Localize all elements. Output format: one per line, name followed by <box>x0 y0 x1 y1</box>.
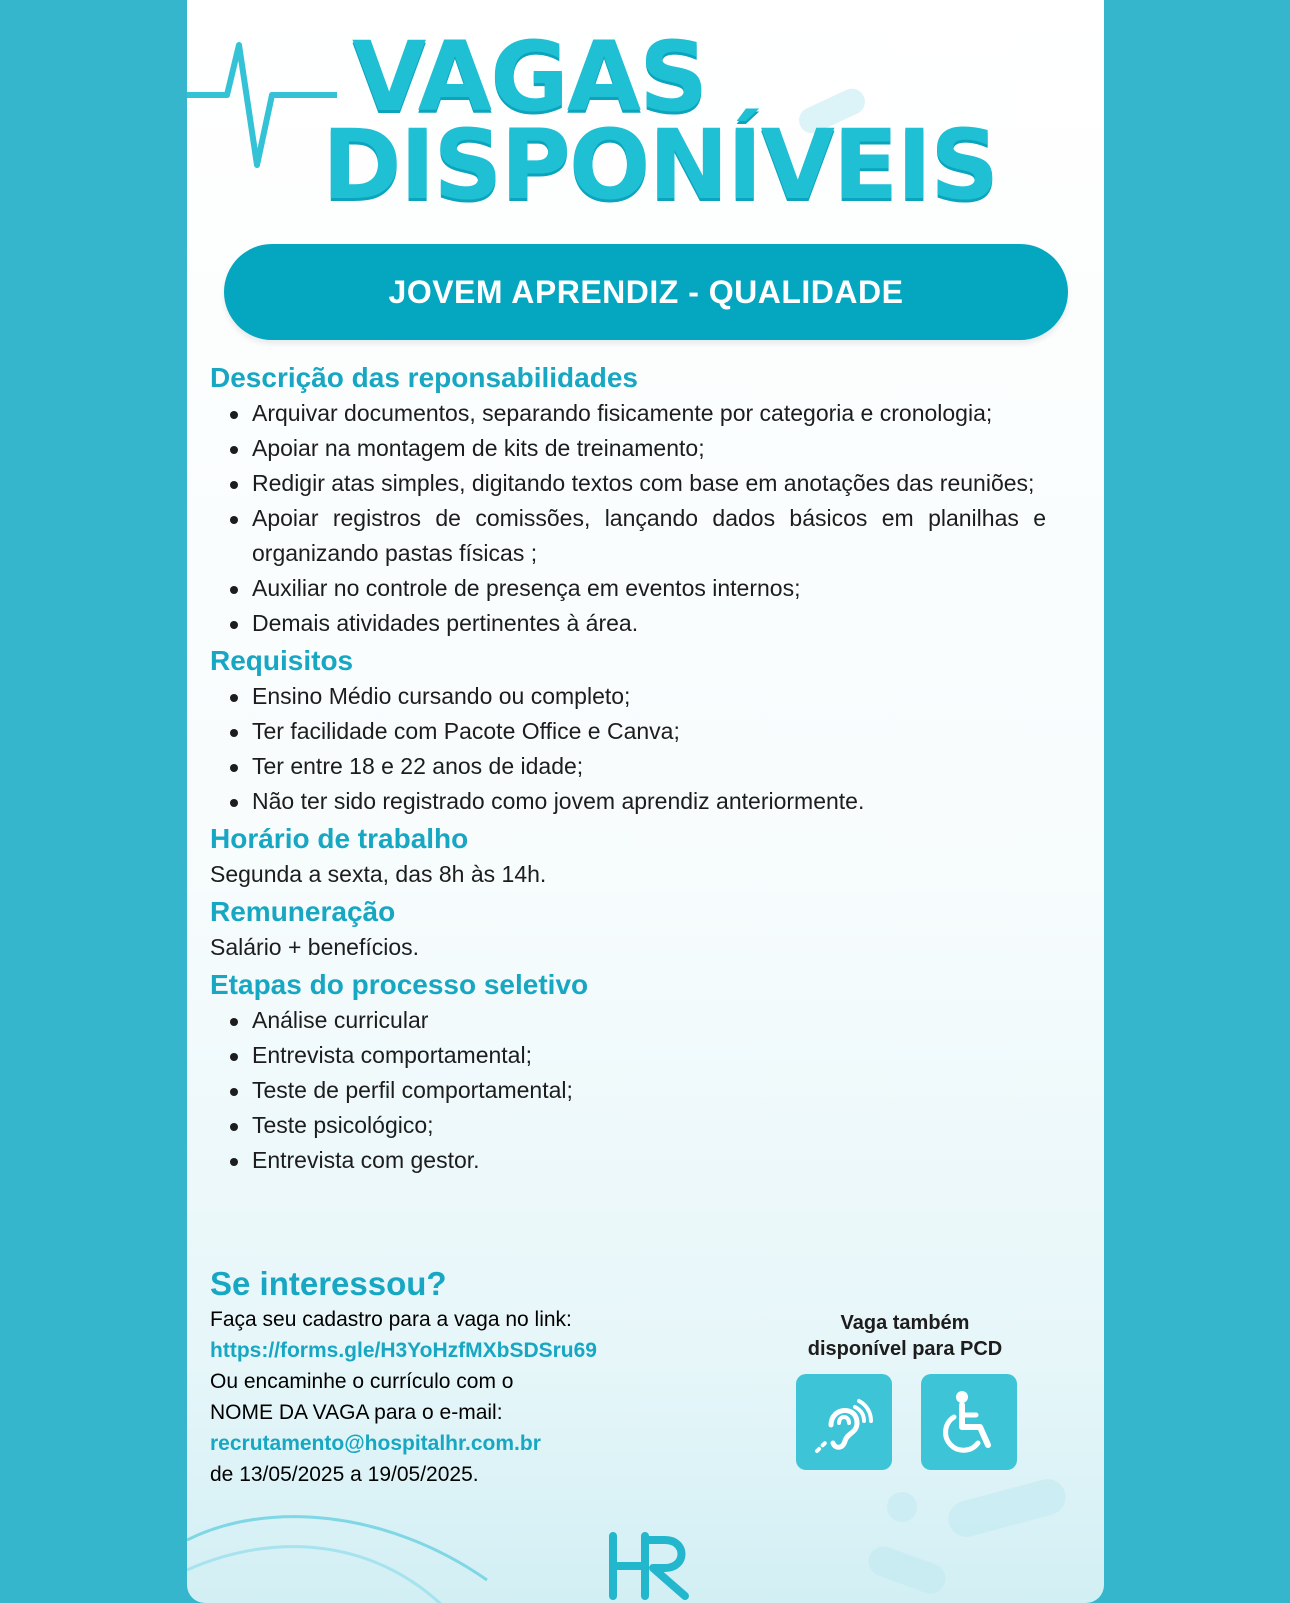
remuneracao-text: Salário + benefícios. <box>210 934 420 960</box>
list-item: Entrevista com gestor. <box>252 1143 1046 1178</box>
requisitos-list <box>210 679 1046 819</box>
list-item: Ensino Médio cursando ou completo; <box>252 679 1046 714</box>
pcd-line-1: Vaga também <box>840 1312 970 1334</box>
form-link[interactable]: https://forms.gle/H3YoHzfMXbSDSru69 <box>210 1339 597 1362</box>
list-item: Arquivar documentos, separando fisicamente por categoria e cronologia; <box>252 396 1046 431</box>
list-item: Entrevista comportamental; <box>252 1038 1046 1073</box>
decorative-wave <box>187 1500 587 1603</box>
wheelchair-icon <box>921 1374 1017 1470</box>
job-details <box>210 360 1046 1178</box>
title-line-1: VAGAS <box>352 21 707 133</box>
list-item: Ter entre 18 e 22 anos de idade; <box>252 749 1046 784</box>
list-item: Análise curricular <box>252 1003 1046 1038</box>
etapas-list <box>210 1003 1046 1178</box>
title-line-2: DISPONÍVEIS <box>322 109 998 221</box>
contact-info <box>210 1304 730 1490</box>
list-item: Redigir atas simples, digitando textos com base em anotações das reuniões; <box>252 466 1046 501</box>
heartbeat-icon <box>187 40 337 180</box>
horario-text: Segunda a sexta, das 8h às 14h. <box>210 861 547 887</box>
section-heading-etapas: Etapas do processo seletivo <box>210 969 589 1000</box>
list-item: Auxiliar no controle de presença em eventos internos; <box>252 571 1046 606</box>
job-poster <box>187 0 1104 1603</box>
nome-vaga-text: NOME DA VAGA para o e-mail: <box>210 1401 503 1424</box>
section-heading-horario: Horário de trabalho <box>210 823 469 854</box>
section-heading-remuneracao: Remuneração <box>210 896 396 927</box>
decorative-pill <box>944 1475 1069 1541</box>
list-item: Ter facilidade com Pacote Office e Canva; <box>252 714 1046 749</box>
dates-text: de 13/05/2025 a 19/05/2025. <box>210 1463 479 1486</box>
cadastro-text: Faça seu cadastro para a vaga no link: <box>210 1308 572 1331</box>
list-item: Teste de perfil comportamental; <box>252 1073 1046 1108</box>
pcd-line-2: disponível para PCD <box>807 1338 1003 1360</box>
decorative-pill <box>887 1492 917 1522</box>
job-title-banner: JOVEM APRENDIZ - QUALIDADE <box>224 244 1068 340</box>
encaminhe-text: Ou encaminhe o currículo com o <box>210 1370 514 1393</box>
section-heading-requisitos: Requisitos <box>210 645 354 676</box>
responsabilidades-list <box>210 396 1046 641</box>
list-item: Teste psicológico; <box>252 1108 1046 1143</box>
pcd-note <box>785 1310 1025 1362</box>
decorative-pill <box>864 1542 949 1598</box>
hearing-assistance-icon <box>796 1374 892 1470</box>
list-item: Apoiar registros de comissões, lançando dados básicos em planilhas e organizando pastas físicas ; <box>252 501 1046 571</box>
section-heading-responsabilidades: Descrição das reponsabilidades <box>210 362 638 393</box>
list-item: Apoiar na montagem de kits de treinamento; <box>252 431 1046 466</box>
hr-logo <box>605 1530 705 1600</box>
list-item: Não ter sido registrado como jovem aprendiz anteriormente. <box>252 784 1046 819</box>
email-link[interactable]: recrutamento@hospitalhr.com.br <box>210 1432 541 1455</box>
list-item: Demais atividades pertinentes à área. <box>252 606 1046 641</box>
section-heading-interesse: Se interessou? <box>210 1265 447 1302</box>
